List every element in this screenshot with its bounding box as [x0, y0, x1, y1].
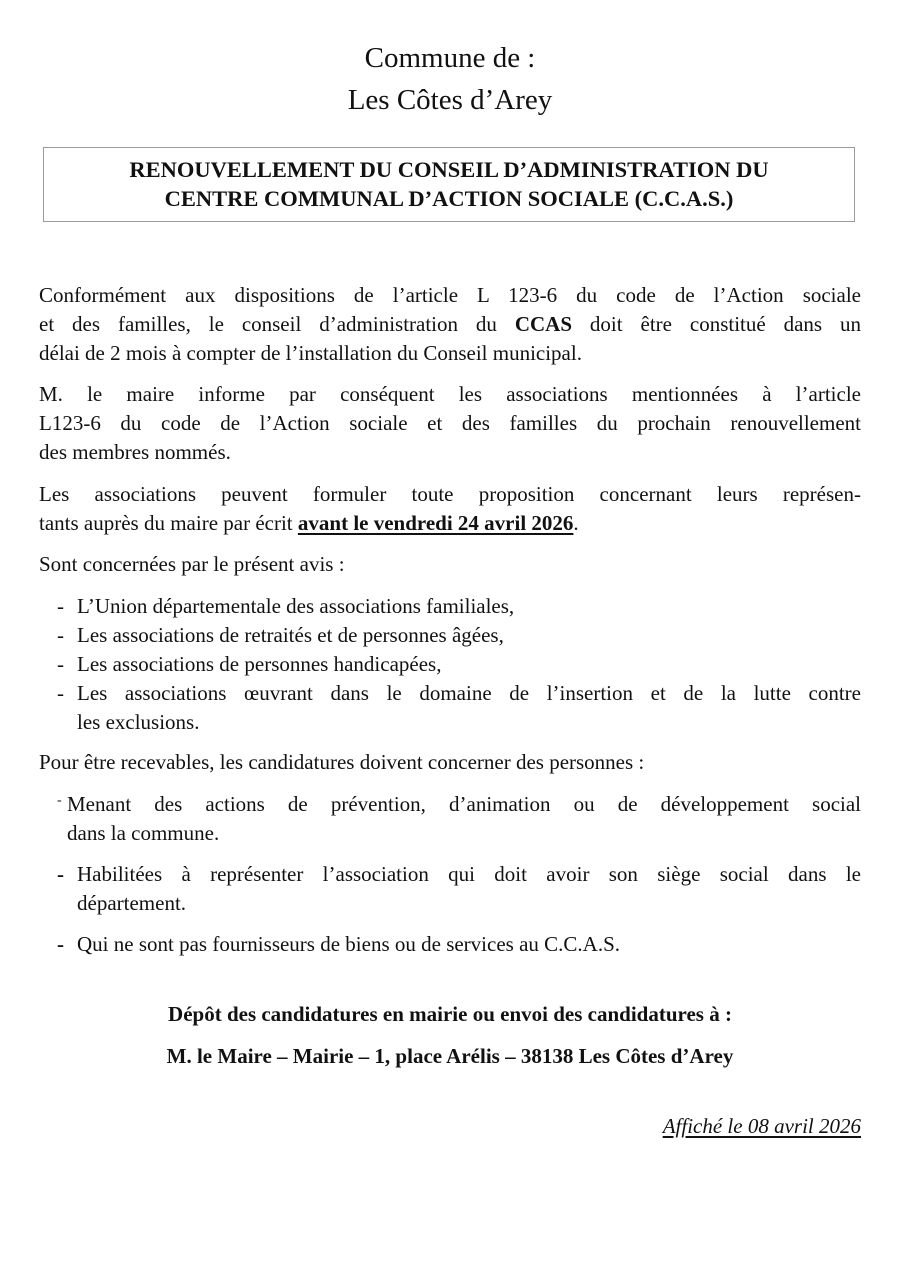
para1-line-3: délai de 2 mois à compter de l’installation du Conseil municipal.: [39, 341, 582, 365]
list-item: - Les associations œuvrant dans le domaine de l’insertion et de la lutte contre les exclusions.: [57, 681, 861, 734]
title-line-2: CENTRE COMMUNAL D’ACTION SOCIALE (C.C.A.S.): [164, 186, 734, 211]
para1-line-1: Conformément aux dispositions de l’article L 123-6 du code de l’Action sociale: [39, 283, 861, 307]
list-item: - Les associations de personnes handicapées,: [57, 650, 867, 679]
para2-line-1: M. le maire informe par conséquent les associations mentionnées à l’article: [39, 382, 861, 406]
posted-date: Affiché le 08 avril 2026: [662, 1114, 861, 1138]
para2-line-3: des membres nommés.: [39, 440, 231, 464]
deposit-address: M. le Maire – Mairie – 1, place Arélis – 38138 Les Côtes d’Arey: [166, 1044, 734, 1068]
bullet-dash: -: [57, 681, 64, 705]
bullet-dash: -: [57, 793, 62, 808]
commune-label: Commune de :: [364, 42, 536, 74]
list-item: - Les associations de retraités et de personnes âgées,: [57, 621, 867, 650]
condition-item: - Habilitées à représenter l’association qui doit avoir son siège social dans le département.: [57, 862, 861, 915]
para2-line-2: L123-6 du code de l’Action sociale et des familles du prochain renouvellement: [39, 411, 861, 435]
title-box: [43, 147, 855, 222]
para3-line-1: Les associations peuvent formuler toute proposition concernant leurs représen-: [39, 482, 861, 506]
commune-name: Les Côtes d’Arey: [347, 84, 553, 116]
para3-line-2: tants auprès du maire par écrit avant le vendredi 24 avril 2026.: [39, 511, 579, 535]
title-line-1: RENOUVELLEMENT DU CONSEIL D’ADMINISTRATION DU: [129, 157, 769, 182]
condition-item: - Menant des actions de prévention, d’animation ou de développement social dans la commune.: [57, 790, 867, 848]
condition-item: - Qui ne sont pas fournisseurs de biens ou de services au C.C.A.S.: [57, 930, 867, 959]
bullet-dash: -: [57, 652, 64, 676]
bullet-dash: -: [57, 623, 64, 647]
conditions-intro: Pour être recevables, les candidatures doivent concerner des personnes :: [39, 750, 645, 774]
bullet-dash: -: [57, 932, 64, 956]
concerned-intro: Sont concernées par le présent avis :: [39, 552, 345, 576]
bullet-dash: -: [57, 594, 64, 618]
ccas-bold: CCAS: [514, 312, 573, 336]
bullet-dash: -: [57, 862, 64, 886]
deposit-line-1: Dépôt des candidatures en mairie ou envoi des candidatures à :: [168, 1002, 732, 1026]
deadline-date: avant le vendredi 24 avril 2026: [297, 511, 574, 535]
para1-line-2: et des familles, le conseil d’administration du CCAS doit être constitué dans un: [39, 312, 861, 336]
list-item: - L’Union départementale des associations familiales,: [57, 592, 867, 621]
